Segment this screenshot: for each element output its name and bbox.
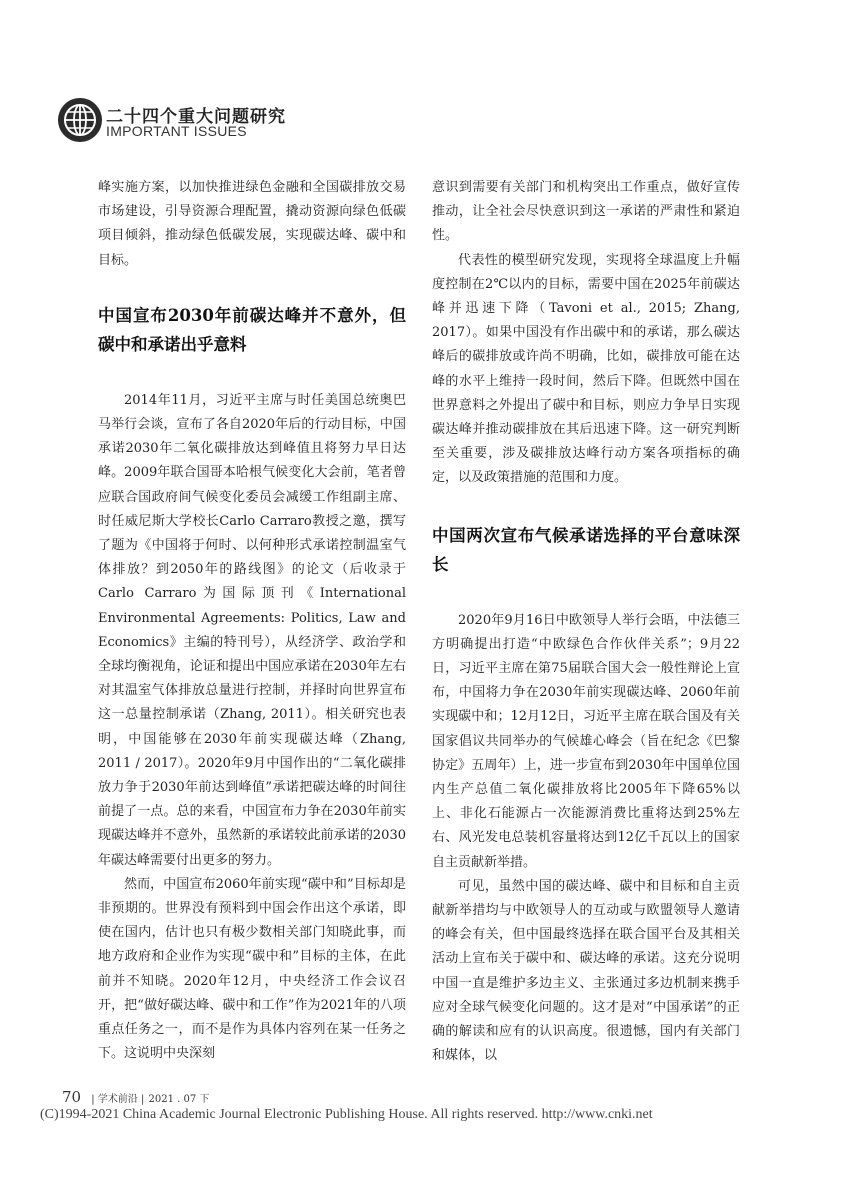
- paragraph: 代表性的模型研究发现，实现将全球温度上升幅度控制在2℃以内的目标，需要中国在2025年前碳达峰并迅速下降（Tavoni et al., 2015; Zhang, 2017）。如果中国没有作出碳中和的承诺，那么碳达峰后的碳排放或许尚不明确，比如，碳排放可能在达峰的水平上维持一段时间，然后下降。但既然中国在世界意料之外提出了碳中和目标，则应力争早日实现碳达峰并推动碳排放在其后迅速下降。这一研究判断至关重要，涉及碳排放达峰行动方案各项指标的确定，以及政策措施的范围和力度。: [432, 252, 740, 486]
- section-heading: 中国宣布2030年前碳达峰并不意外，但碳中和承诺出乎意料: [98, 305, 406, 354]
- page-number: 70: [62, 1088, 82, 1106]
- copyright-notice: (C)1994-2021 China Academic Journal Electronic Publishing House. All rights reserved. http://www.cnki.net: [40, 1107, 653, 1122]
- paragraph: 意识到需要有关部门和机构突出工作重点，做好宣传推动，让全社会尽快意识到这一承诺的严肃性和紧迫性。: [432, 180, 740, 244]
- left-column: [98, 176, 406, 1067]
- paragraph: 可见，虽然中国的碳达峰、碳中和目标和自主贡献新举措均与中欧领导人的互动或与欧盟领导人邀请的峰会有关，但中国最终选择在联合国平台及其相关活动上宣布关于碳中和、碳达峰的承诺。这充分说明中国一直是维护多边主义、主张通过多边机制来携手应对全球气候变化问题的。这才是对“中国承诺”的正确的解读和应有的认识高度。很遗憾，国内有关部门和媒体，以: [432, 878, 740, 1064]
- footer-issue: 2021 . 07 下: [148, 1094, 210, 1105]
- journal-title-english: IMPORTANT ISSUES: [106, 123, 247, 139]
- paragraph: 然而，中国宣布2060年前实现“碳中和”目标却是非预期的。世界没有预料到中国会作出这个承诺，即使在国内，估计也只有极少数相关部门知晓此事，而地方政府和企业作为实现“碳中和”目标的主体，在此前并不知晓。2020年12月，中央经济工作会议召开，把“做好碳达峰、碳中和工作”作为2021年的八项重点任务之一，而不是作为具体内容列在某一任务之下。这说明中央深刻: [98, 876, 406, 1062]
- paragraph: 峰实施方案，以加快推进绿色金融和全国碳排放交易市场建设，引导资源合理配置，撬动资源向绿色低碳项目倾斜，推动绿色低碳发展，实现碳达峰、碳中和目标。: [98, 180, 406, 268]
- footer-journal: | 学术前沿 |: [91, 1094, 145, 1105]
- page-footer: [62, 1088, 209, 1106]
- paragraph: 2014年11月，习近平主席与时任美国总统奥巴马举行会谈，宣布了各自2020年后的行动目标，中国承诺2030年二氧化碳排放达到峰值且将努力早日达峰。2009年联合国哥本哈根气候变化大会前，笔者曾应联合国政府间气候变化委员会减缓工作组副主席、时任威尼斯大学校长Carlo Carraro教授之邀，撰写了题为《中国将于何时、以何种形式承诺控制温室气体排放？到2050年的路线图》的论文（后收录于Carlo Carraro为国际顶刊《International Environmental Agreements: Politics, Law and Economics》主编的特刊号），从经济学、政治学和全球均衡视角，论证和提出中国应承诺在2030年左右对其温室气体排放总量进行控制，并择时向世界宣布这一总量控制承诺（Zhang, 2011）。相关研究也表明，中国能够在2030年前实现碳达峰（Zhang, 2011 / 2017）。2020年9月中国作出的“二氧化碳排放力争于2030年前达到峰值”承诺把碳达峰的时间往前提了一点。总的来看，中国宣布力争在2030年前实现碳达峰并不意外，虽然新的承诺较此前承诺的2030年碳达峰需要付出更多的努力。: [98, 392, 406, 868]
- paragraph: 2020年9月16日中欧领导人举行会晤，中法德三方明确提出打造“中欧绿色合作伙伴关系”；9月22日，习近平主席在第75届联合国大会一般性辩论上宣布，中国将力争在2030年前实现碳达峰、2060年前实现碳中和；12月12日，习近平主席在联合国及有关国家倡议共同举办的气候雄心峰会（旨在纪念《巴黎协定》五周年）上，进一步宣布到2030年中国单位国内生产总值二氧化碳排放将比2005年下降65%以上、非化石能源占一次能源消费比重将达到25%左右、风光发电总装机容量将达到12亿千瓦以上的国家自主贡献新举措。: [432, 612, 740, 870]
- globe-icon: [56, 96, 104, 144]
- journal-header: [56, 96, 456, 156]
- section-heading: 中国两次宣布气候承诺选择的平台意味深长: [432, 525, 740, 574]
- journal-title-chinese: 二十四个重大问题研究: [106, 107, 286, 127]
- right-column: [432, 176, 740, 1069]
